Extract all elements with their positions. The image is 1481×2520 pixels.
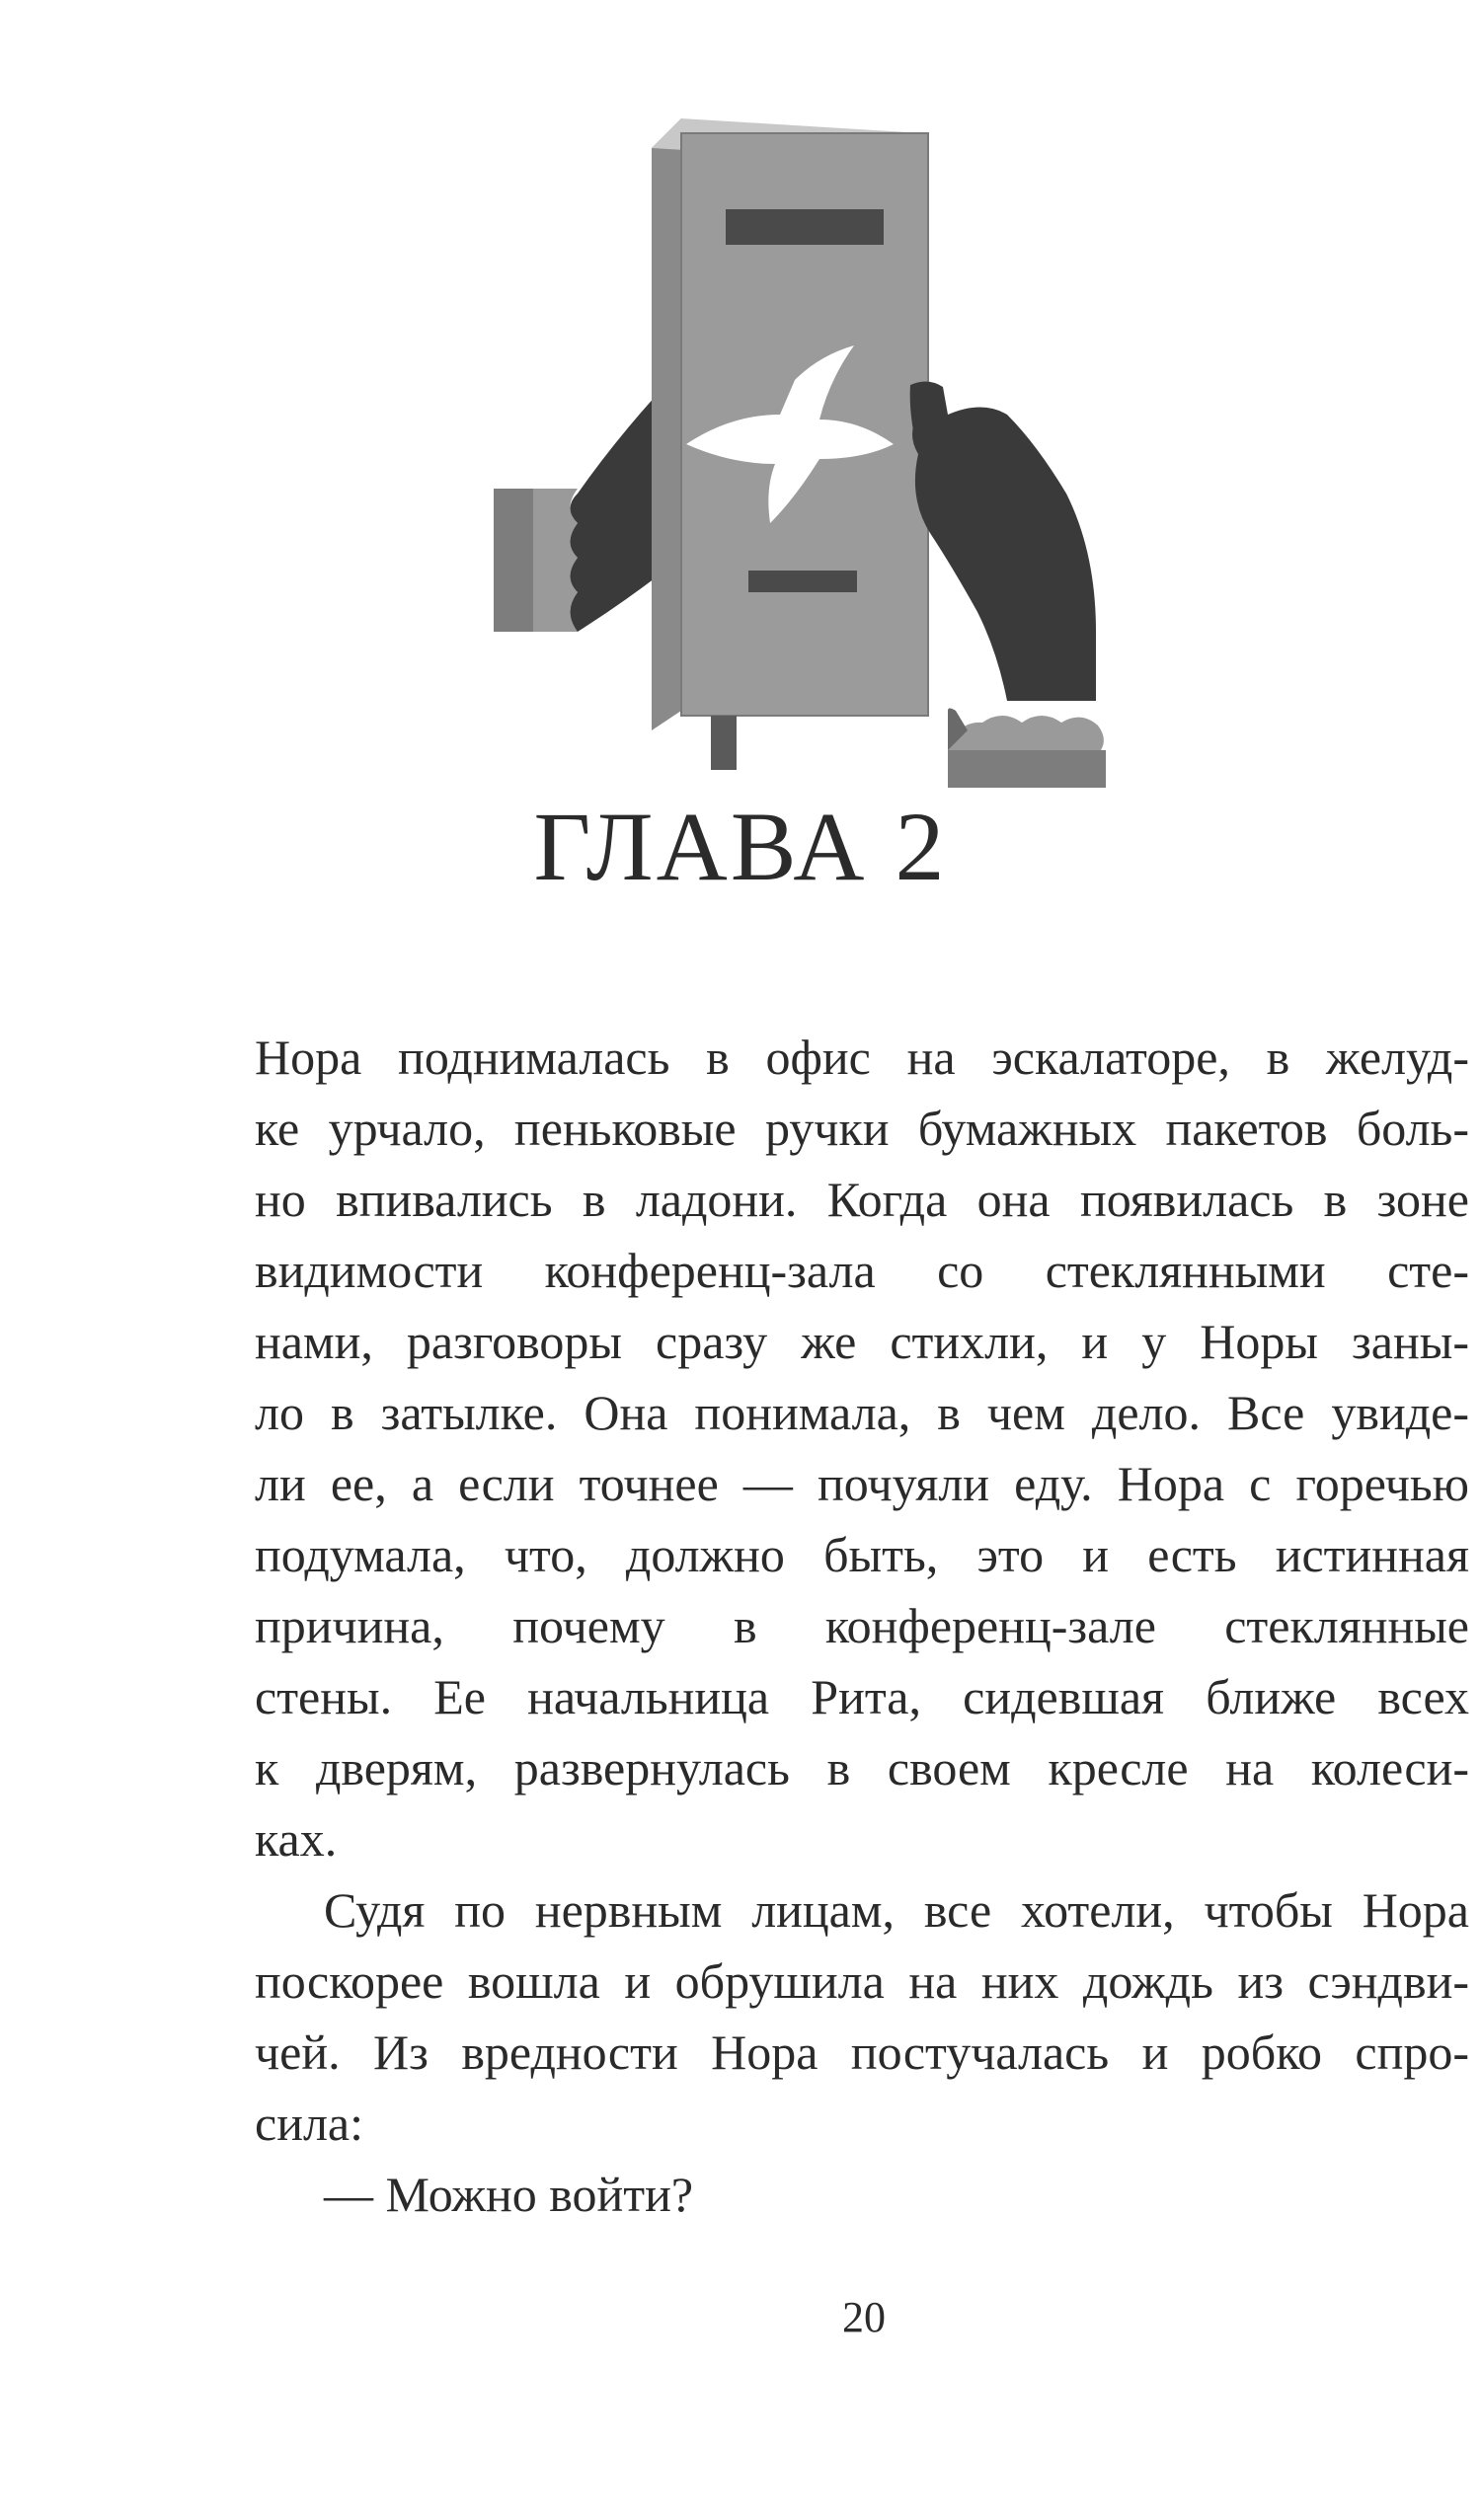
body-text bbox=[255, 1022, 1469, 2230]
right-sleeve-cuff bbox=[948, 709, 1106, 789]
paragraph bbox=[255, 2159, 1469, 2230]
page-number: 20 bbox=[842, 2293, 886, 2341]
text-line: но впивались в ладони. Когда она появилась в зоне bbox=[255, 1172, 1469, 1227]
paragraph bbox=[255, 1874, 1469, 2159]
text-line: ло в затылке. Она понимала, в чем дело. Все увиде- bbox=[255, 1385, 1469, 1440]
text-line: — Можно войти? bbox=[324, 2167, 694, 2222]
text-line: чей. Из вредности Нора постучалась и робко спро- bbox=[255, 2024, 1469, 2080]
paragraph bbox=[255, 1022, 1469, 1874]
book-bottom-bar bbox=[748, 571, 857, 592]
text-line: видимости конференц-зала со стеклянными сте- bbox=[255, 1243, 1469, 1298]
text-line: ке урчало, пеньковые ручки бумажных пакетов боль- bbox=[255, 1101, 1469, 1156]
text-line: причина, почему в конференц-зале стеклянные bbox=[255, 1598, 1469, 1653]
bookmark-ribbon bbox=[711, 716, 737, 770]
book-title-bar bbox=[726, 209, 884, 245]
text-line: Нора поднималась в офис на эскалаторе, в желуд- bbox=[255, 1030, 1469, 1085]
chapter-illustration bbox=[484, 118, 1274, 809]
book-spine bbox=[652, 118, 681, 730]
text-line: стены. Ее начальница Рита, сидевшая ближе всех bbox=[255, 1669, 1469, 1724]
text-line: ли ее, а если точнее — почуяли еду. Нора с горечью bbox=[255, 1456, 1469, 1511]
text-line: нами, разговоры сразу же стихли, и у Норы заны- bbox=[255, 1314, 1469, 1369]
text-line: ках. bbox=[255, 1811, 338, 1867]
left-sleeve-cuff bbox=[494, 489, 578, 632]
text-line: к дверям, развернулась в своем кресле на колеси- bbox=[255, 1740, 1469, 1795]
text-line: поскорее вошла и обрушила на них дождь из сэндви- bbox=[255, 1953, 1469, 2009]
right-hand bbox=[910, 381, 1096, 701]
chapter-title: ГЛАВА 2 bbox=[533, 792, 948, 901]
text-line: сила: bbox=[255, 2096, 363, 2151]
text-line: Судя по нервным лицам, все хотели, чтобы Нора bbox=[324, 1882, 1469, 1938]
text-line: подумала, что, должно быть, это и есть истинная bbox=[255, 1527, 1469, 1582]
